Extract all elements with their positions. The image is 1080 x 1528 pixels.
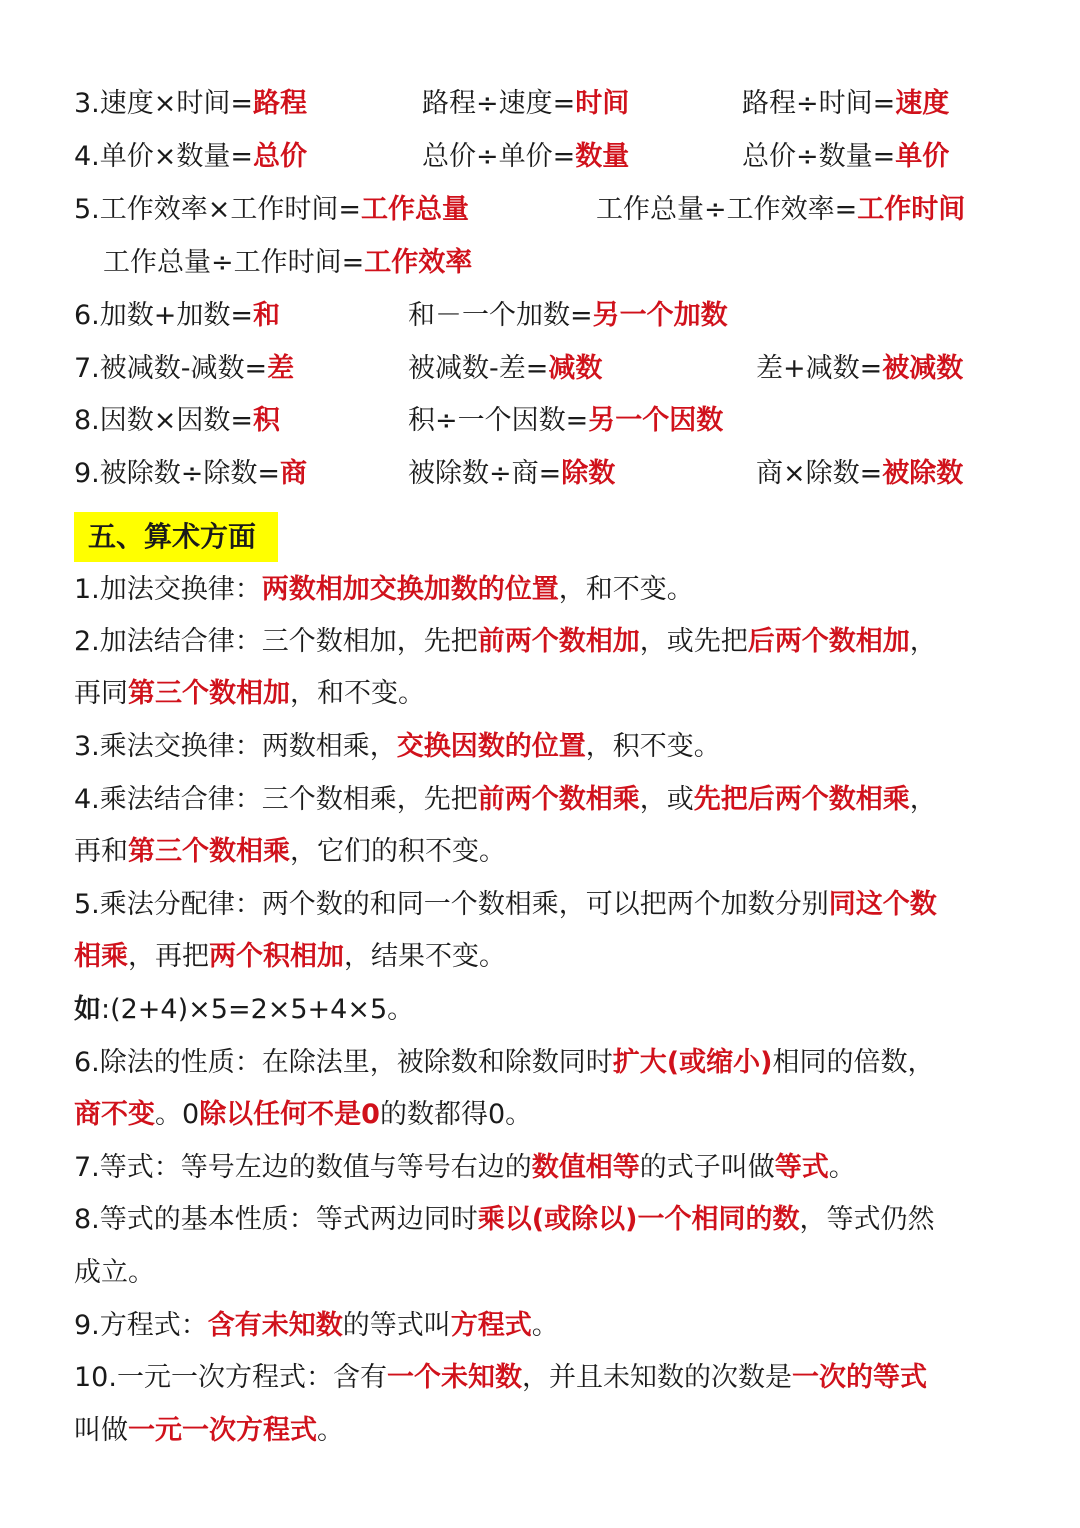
formula-5-c: 工作总量÷工作时间=工作效率 bbox=[103, 247, 473, 278]
formula-8-a: 8.因数×因数=积 bbox=[74, 405, 281, 436]
formula-4-a: 4.单价×数量=总价 bbox=[74, 141, 308, 172]
rule-line-15: 9.方程式：含有未知数的等式叫方程式。 bbox=[74, 1310, 559, 1341]
formula-7-c: 差+减数=被减数 bbox=[756, 353, 964, 384]
rule-line-16: 10.一元一次方程式：含有一个未知数，并且未知数的次数是一次的等式 bbox=[74, 1362, 927, 1393]
formula-9-b: 被除数÷商=除数 bbox=[408, 458, 616, 489]
formula-6-b: 和－一个加数=另一个加数 bbox=[408, 300, 728, 331]
section-heading bbox=[74, 512, 278, 562]
formula-7-b: 被减数-差=减数 bbox=[408, 353, 603, 384]
rule-line-1: 1.加法交换律：两数相加交换加数的位置，和不变。 bbox=[74, 574, 694, 605]
formula-7-a: 7.被减数-减数=差 bbox=[74, 353, 295, 384]
formula-3-a: 3.速度×时间=路程 bbox=[74, 88, 308, 119]
rule-line-6: 再和第三个数相乘，它们的积不变。 bbox=[74, 836, 506, 867]
formula-4-c: 总价÷数量=单价 bbox=[742, 141, 950, 172]
section-title: 五、算术方面 bbox=[88, 520, 257, 553]
rule-line-11: 商不变。0除以任何不是0的数都得0。 bbox=[74, 1099, 533, 1130]
rule-line-14: 成立。 bbox=[74, 1257, 155, 1288]
formula-5-b: 工作总量÷工作效率=工作时间 bbox=[596, 194, 966, 225]
rule-line-8: 相乘，再把两个积相加，结果不变。 bbox=[74, 941, 506, 972]
rule-line-10: 6.除法的性质：在除法里，被除数和除数同时扩大(或缩小)相同的倍数， bbox=[74, 1047, 935, 1078]
formula-9-a: 9.被除数÷除数=商 bbox=[74, 458, 308, 489]
formula-5-a: 5.工作效率×工作时间=工作总量 bbox=[74, 194, 470, 225]
rule-line-7: 5.乘法分配律：两个数的和同一个数相乘，可以把两个加数分别同这个数 bbox=[74, 889, 937, 920]
rule-line-4: 3.乘法交换律：两数相乘，交换因数的位置，积不变。 bbox=[74, 731, 721, 762]
formula-3-b: 路程÷速度=时间 bbox=[422, 88, 630, 119]
rule-line-9: 如:(2+4)×5=2×5+4×5。 bbox=[74, 994, 415, 1025]
formula-9-c: 商×除数=被除数 bbox=[756, 458, 964, 489]
rule-line-13: 8.等式的基本性质：等式两边同时乘以(或除以)一个相同的数，等式仍然 bbox=[74, 1204, 935, 1235]
formula-6-a: 6.加数+加数=和 bbox=[74, 300, 281, 331]
formula-8-b: 积÷一个因数=另一个因数 bbox=[408, 405, 724, 436]
rule-line-5: 4.乘法结合律：三个数相乘，先把前两个数相乘，或先把后两个数相乘， bbox=[74, 784, 937, 815]
formula-3-c: 路程÷时间=速度 bbox=[742, 88, 950, 119]
rule-line-2: 2.加法结合律：三个数相加，先把前两个数相加，或先把后两个数相加， bbox=[74, 626, 937, 657]
formula-4-b: 总价÷单价=数量 bbox=[422, 141, 630, 172]
rule-line-3: 再同第三个数相加，和不变。 bbox=[74, 678, 425, 709]
rule-line-17: 叫做一元一次方程式。 bbox=[74, 1415, 344, 1446]
rule-line-12: 7.等式：等号左边的数值与等号右边的数值相等的式子叫做等式。 bbox=[74, 1152, 856, 1183]
